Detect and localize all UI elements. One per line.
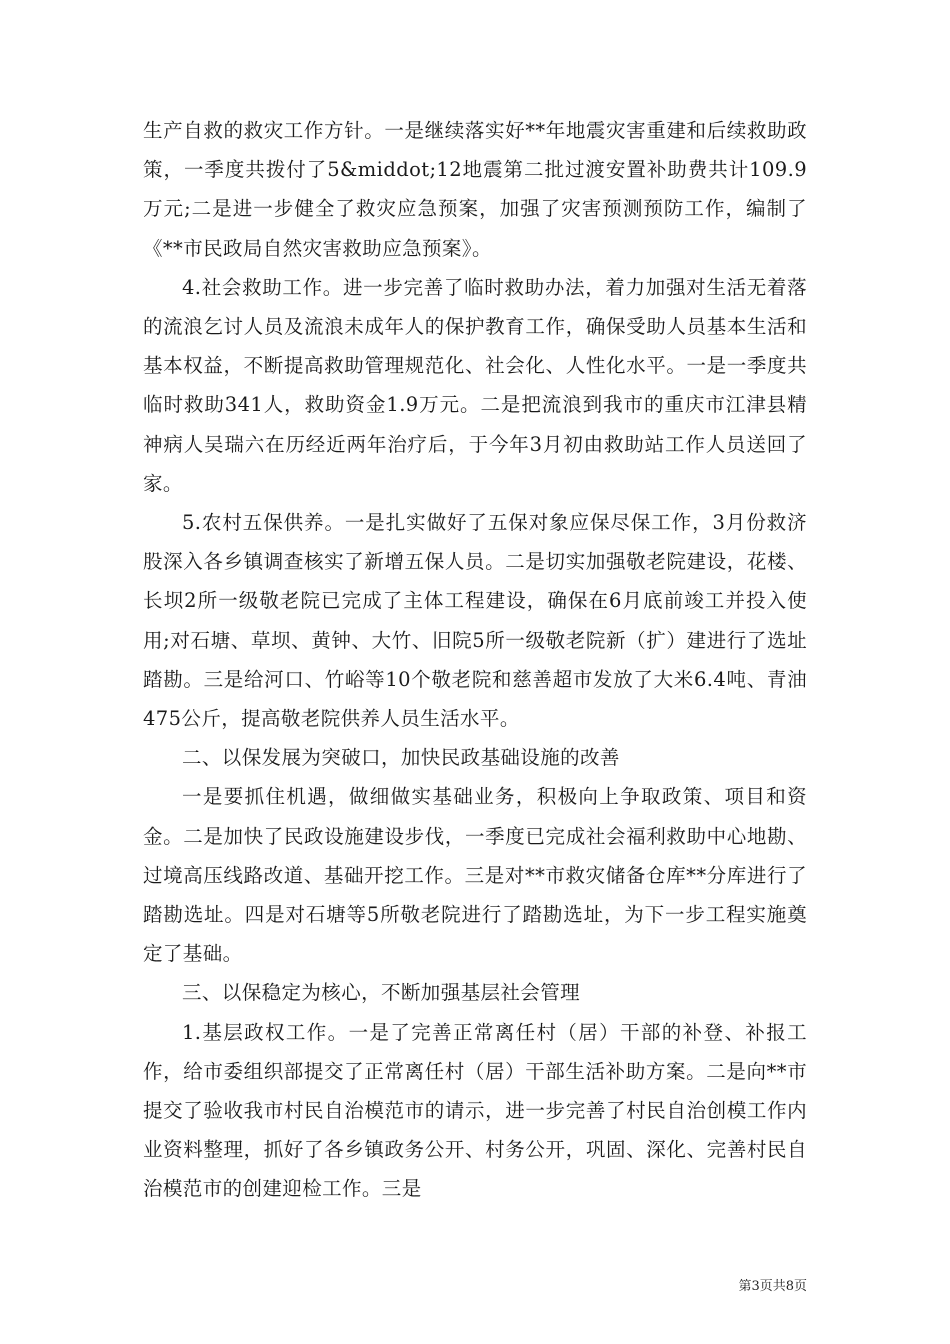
paragraph-infrastructure: 一是要抓住机遇，做细做实基础业务，积极向上争取政策、项目和资金。二是加快了民政设施建设步伐，一季度已完成社会福利救助中心地勘、过境高压线路改道、基础开挖工作。三是对**市救灾储备仓库**分库进行了踏勘选址。四是对石塘等5所敬老院进行了踏勘选址，为下一步工程实施奠定了基础。 [143, 785, 807, 966]
section-heading-development: 二、以保发展为突破口，加快民政基础设施的改善 [182, 746, 620, 770]
paragraph-social-assistance: 4.社会救助工作。进一步完善了临时救助办法，着力加强对生活无着落的流浪乞讨人员及流浪未成年人的保护教育工作，确保受助人员基本生活和基本权益，不断提高救助管理规范化、社会化、人性化水平。一是一季度共临时救助341人，救助资金1.9万元。二是把流浪到我市的重庆市江津县精神病人吴瑞六在历经近两年治疗后，于今年3月初由救助站工作人员送回了家。 [143, 275, 807, 495]
section-heading-stability: 三、以保稳定为核心，不断加强基层社会管理 [182, 981, 581, 1005]
page-number: 第3页共8页 [738, 1279, 807, 1294]
paragraph-grassroots-governance: 1.基层政权工作。一是了完善正常离任村（居）干部的补登、补报工作，给市委组织部提交了正常离任村（居）干部生活补助方案。二是向**市提交了验收我市村民自治模范市的请示，进一步完善了村民自治创模工作内业资料整理，抓好了各乡镇政务公开、村务公开，巩固、深化、完善村民自治模范市的创建迎检工作。三是 [143, 1020, 807, 1201]
paragraph-rural-five-guarantees: 5.农村五保供养。一是扎实做好了五保对象应保尽保工作，3月份救济股深入各乡镇调查核实了新增五保人员。二是切实加强敬老院建设，花楼、长坝2所一级敬老院已完成了主体工程建设，确保在6月底前竣工并投入使用;对石塘、草坝、黄钟、大竹、旧院5所一级敬老院新（扩）建进行了选址踏勘。三是给河口、竹峪等10个敬老院和慈善超市发放了大米6.4吨、青油475公斤，提高敬老院供养人员生活水平。 [143, 511, 807, 731]
paragraph-disaster-relief-continued: 生产自救的救灾工作方针。一是继续落实好**年地震灾害重建和后续救助政策，一季度共拨付了5&middot;12地震第二批过渡安置补助费共计109.9万元;二是进一步健全了救灾应急预案，加强了灾害预测预防工作，编制了《**市民政局自然灾害救助应急预案》。 [143, 119, 807, 260]
document-body [143, 111, 807, 1209]
